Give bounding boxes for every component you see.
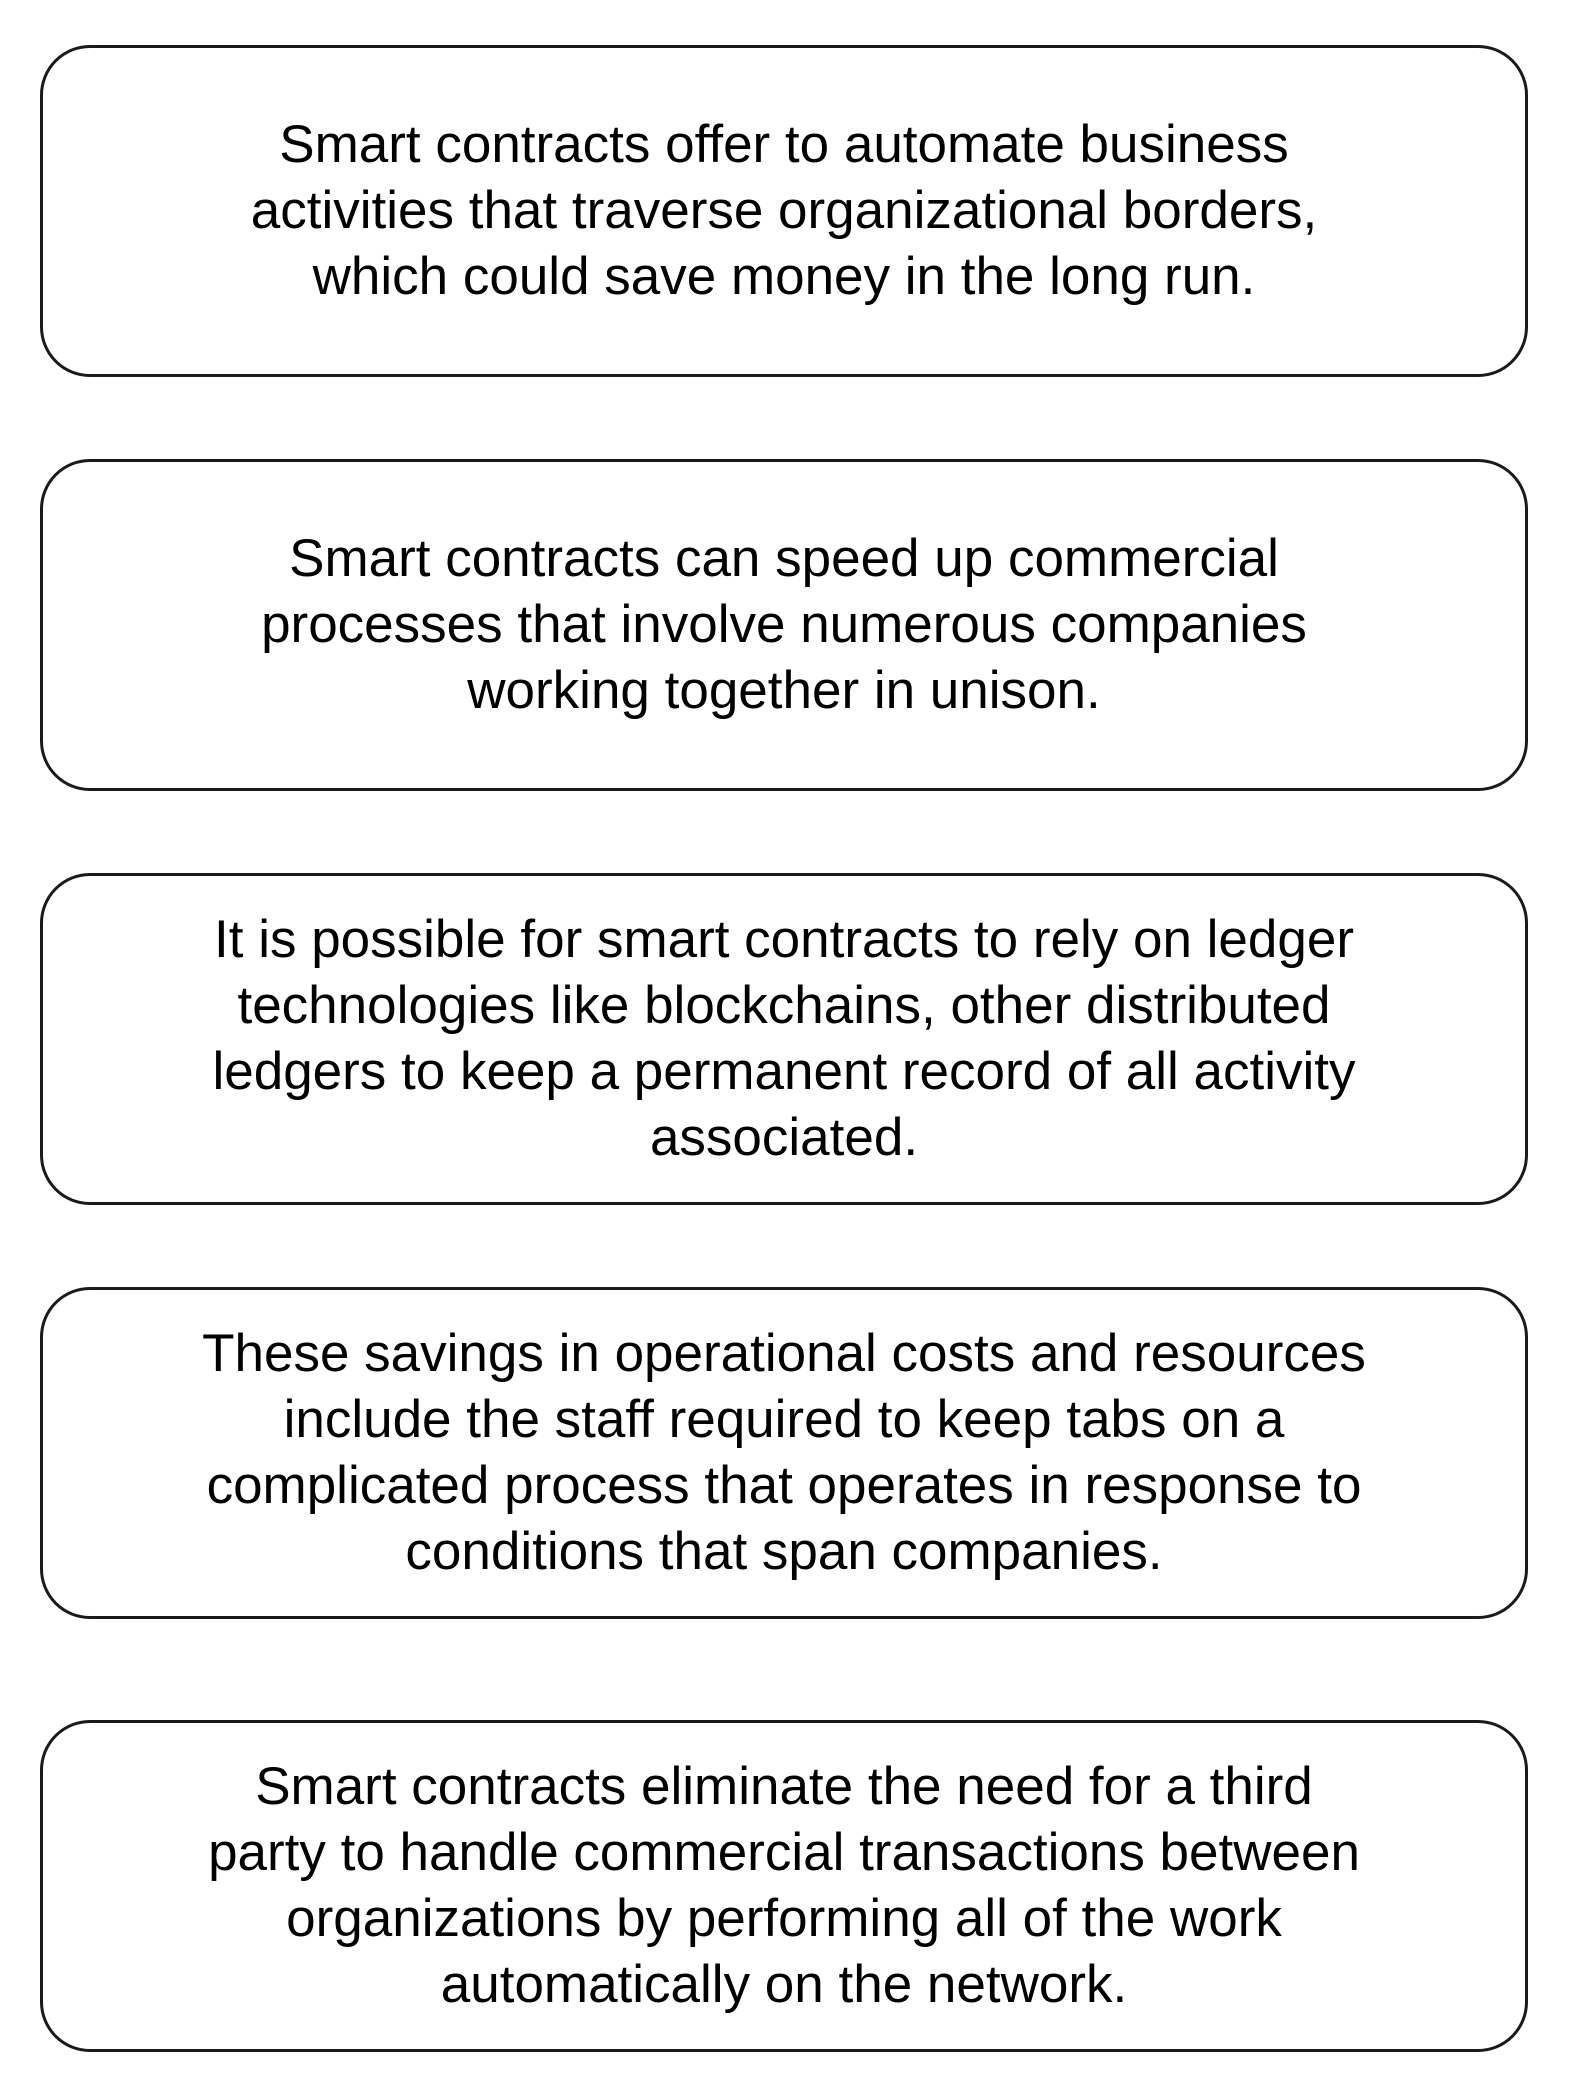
text-line: party to handle commercial transactions between <box>208 1823 1360 1882</box>
benefit-text <box>43 112 1525 310</box>
benefit-box-automation <box>40 45 1528 377</box>
benefit-box-speed <box>40 459 1528 791</box>
benefit-box-no-third-party <box>40 1720 1528 2052</box>
text-line: Smart contracts eliminate the need for a third <box>255 1757 1313 1816</box>
benefit-text <box>43 907 1525 1171</box>
text-line: working together in unison. <box>467 661 1101 720</box>
text-line: conditions that span companies. <box>405 1522 1163 1581</box>
text-line: It is possible for smart contracts to rely on ledger <box>214 910 1354 969</box>
benefit-text <box>43 1321 1525 1585</box>
text-line: organizations by performing all of the work <box>286 1889 1282 1948</box>
text-line: technologies like blockchains, other distributed <box>237 976 1331 1035</box>
text-line: associated. <box>649 1108 919 1167</box>
benefit-text <box>43 526 1525 724</box>
text-line: automatically on the network. <box>440 1955 1128 2014</box>
text-line: processes that involve numerous companies <box>261 595 1307 654</box>
text-line: Smart contracts offer to automate business <box>279 115 1289 174</box>
benefit-box-savings <box>40 1287 1528 1619</box>
text-line: These savings in operational costs and resources <box>202 1324 1366 1383</box>
text-line: Smart contracts can speed up commercial <box>289 529 1279 588</box>
text-line: activities that traverse organizational borders, <box>250 181 1318 240</box>
benefit-box-ledger <box>40 873 1528 1205</box>
text-line: ledgers to keep a permanent record of all activity <box>212 1042 1356 1101</box>
benefit-text <box>43 1754 1525 2018</box>
text-line: include the staff required to keep tabs on a <box>283 1390 1285 1449</box>
text-line: complicated process that operates in response to <box>206 1456 1362 1515</box>
text-line: which could save money in the long run. <box>312 247 1256 306</box>
